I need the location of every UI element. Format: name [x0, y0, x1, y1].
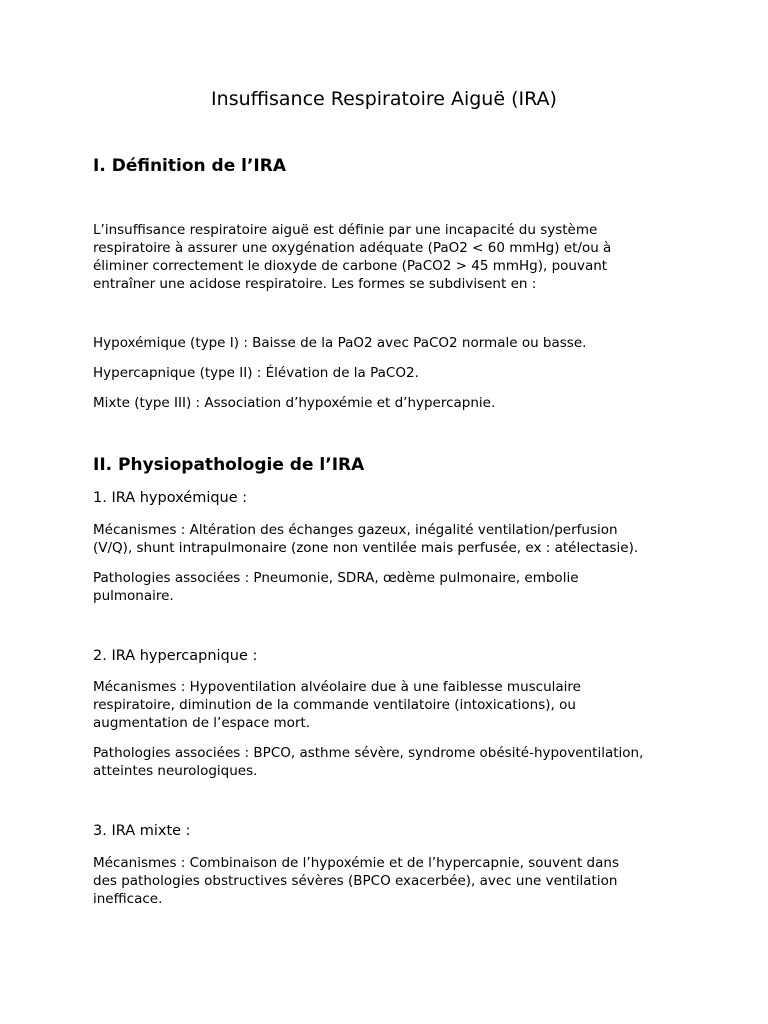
paragraph-line: respiratoire à assurer une oxygénation adéquate (PaO2 < 60 mmHg) et/ou à [93, 240, 612, 256]
hypoxemic-pathologies [93, 569, 683, 605]
paragraph-line: respiratoire, diminution de la commande ventilatoire (intoxications), ou [93, 697, 576, 713]
paragraph-line: inefficace. [93, 891, 163, 907]
paragraph-line: pulmonaire. [93, 588, 174, 604]
mixed-mechanisms [93, 854, 683, 908]
paragraph-line: Pathologies associées : Pneumonie, SDRA, œdème pulmonaire, embolie [93, 570, 579, 586]
hypoxemic-mechanisms [93, 521, 683, 557]
hypercapnic-pathologies [93, 744, 683, 780]
section-heading-physiopathology: II. Physiopathologie de l’IRA [93, 455, 365, 475]
paragraph-line: Pathologies associées : BPCO, asthme sévère, syndrome obésité-hypoventilation, [93, 745, 644, 761]
paragraph-line: atteintes neurologiques. [93, 763, 258, 779]
subheading-mixed: 3. IRA mixte : [93, 823, 191, 839]
subheading-hypercapnic: 2. IRA hypercapnique : [93, 648, 258, 664]
definition-paragraph [93, 221, 683, 293]
paragraph-line: augmentation de l’espace mort. [93, 715, 311, 731]
section-heading-definition: I. Définition de l’IRA [93, 156, 287, 176]
type-hypoxemic: Hypoxémique (type I) : Baisse de la PaO2 avec PaCO2 normale ou basse. [93, 335, 587, 351]
paragraph-line: (V/Q), shunt intrapulmonaire (zone non ventilée mais perfusée, ex : atélectasie). [93, 540, 639, 556]
hypercapnic-mechanisms [93, 678, 683, 732]
type-hypercapnic: Hypercapnique (type II) : Élévation de la PaCO2. [93, 365, 419, 381]
paragraph-line: des pathologies obstructives sévères (BPCO exacerbée), avec une ventilation [93, 873, 618, 889]
paragraph-line: L’insuffisance respiratoire aiguë est définie par une incapacité du système [93, 222, 598, 238]
paragraph-line: Mécanismes : Hypoventilation alvéolaire due à une faiblesse musculaire [93, 679, 581, 695]
paragraph-line: entraîner une acidose respiratoire. Les formes se subdivisent en : [93, 276, 537, 292]
document-title: Insuffisance Respiratoire Aiguë (IRA) [211, 88, 557, 110]
paragraph-line: Mécanismes : Combinaison de l’hypoxémie et de l’hypercapnie, souvent dans [93, 855, 619, 871]
type-mixed: Mixte (type III) : Association d’hypoxémie et d’hypercapnie. [93, 395, 496, 411]
paragraph-line: Mécanismes : Altération des échanges gazeux, inégalité ventilation/perfusion [93, 522, 618, 538]
subheading-hypoxemic: 1. IRA hypoxémique : [93, 490, 248, 506]
paragraph-line: éliminer correctement le dioxyde de carbone (PaCO2 > 45 mmHg), pouvant [93, 258, 608, 274]
